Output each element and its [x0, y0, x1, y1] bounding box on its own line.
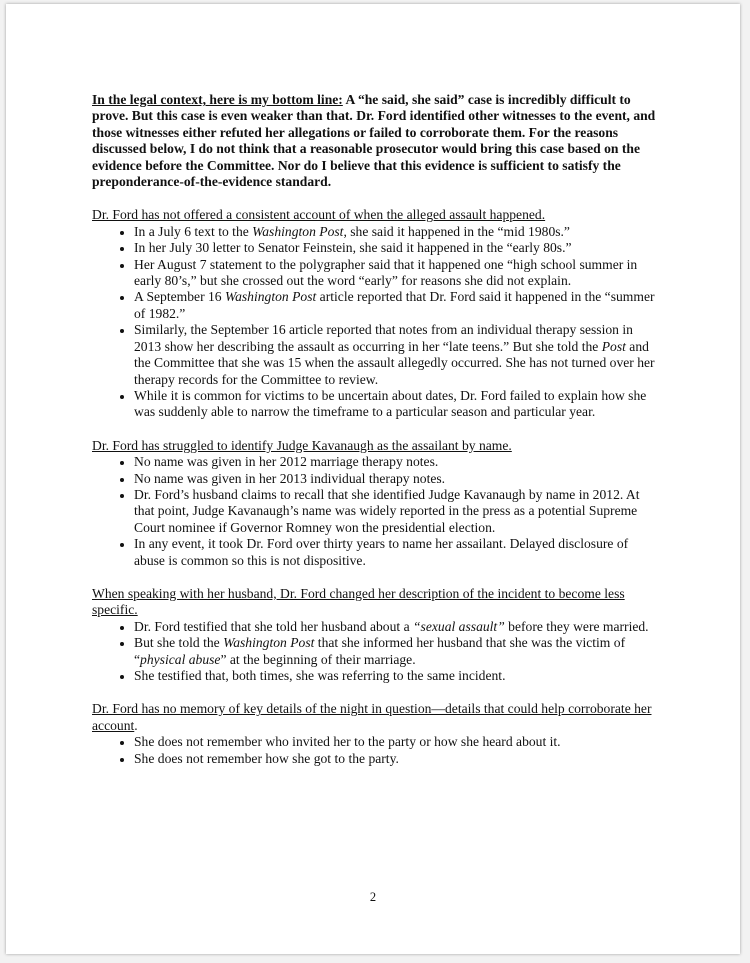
list-item: • In any event, it took Dr. Ford over thirty years to name her assailant. Delayed disclosure of abuse is common so this is not dispositive.	[134, 536, 660, 569]
section-heading: Dr. Ford has not offered a consistent account of when the alleged assault happened.	[92, 207, 546, 223]
document-page	[6, 4, 740, 954]
section-heading: Dr. Ford has no memory of key details of the night in question—details that could help corroborate her account.	[92, 701, 652, 733]
bullet-list	[92, 734, 660, 767]
page-number: 2	[369, 890, 377, 904]
list-item: • She does not remember how she got to the party.	[134, 751, 660, 767]
list-item: • No name was given in her 2013 individual therapy notes.	[134, 471, 660, 487]
bullet-list	[92, 454, 660, 569]
document-body	[92, 92, 660, 784]
list-item: • No name was given in her 2012 marriage therapy notes.	[134, 454, 660, 470]
bottom-line-text: A “he said, she said” case is incredibly difficult to prove. But this case is even weaker than that. Dr. Ford identified other witnesses to the event, and those witnesses either refuted her allegations or failed to corroborate them. For the reasons discussed below, I do not think that a reasonable prosecutor would bring this case based on the evidence before the Committee. Nor do I believe that this evidence is sufficient to satisfy the preponderance-of-the-evidence standard.	[92, 92, 656, 190]
bullet-list	[92, 224, 660, 421]
list-item: • Dr. Ford’s husband claims to recall that she identified Judge Kavanaugh by name in 2012. At that point, Judge Kavanaugh’s name was widely reported in the press as a potential Supreme Court nominee if Governor Romney won the presidential election.	[134, 487, 660, 536]
bullet-list	[92, 619, 660, 685]
section-description-change	[92, 586, 660, 684]
list-item: • Her August 7 statement to the polygrapher said that it happened one “high school summer in early 80’s,” but she crossed out the word “early” for reasons she did not explain.	[134, 257, 660, 290]
section-heading: When speaking with her husband, Dr. Ford changed her description of the incident to become less specific.	[92, 585, 625, 618]
list-item: • But she told the Washington Post that she informed her husband that she was the victim of “physical abuse” at the beginning of their marriage.	[134, 635, 660, 668]
list-item: • She does not remember who invited her to the party or how she heard about it.	[134, 734, 660, 750]
list-item: • She testified that, both times, she was referring to the same incident.	[134, 668, 660, 684]
section-heading: Dr. Ford has struggled to identify Judge Kavanaugh as the assailant by name.	[92, 437, 512, 453]
list-item: • Dr. Ford testified that she told her husband about a “sexual assault” before they were married.	[134, 619, 660, 635]
bottom-line-paragraph	[92, 92, 660, 190]
section-timing	[92, 207, 660, 420]
list-item: • A September 16 Washington Post article reported that Dr. Ford said it happened in the “summer of 1982.”	[134, 289, 660, 322]
bottom-line-lead: In the legal context, here is my bottom line:	[92, 92, 343, 107]
list-item: • In her July 30 letter to Senator Feinstein, she said it happened in the “early 80s.”	[134, 240, 660, 256]
list-item: • Similarly, the September 16 article reported that notes from an individual therapy session in 2013 show her describing the assault as occurring in her “late teens.” But she told the Post and the Committee that she was 15 when the assault allegedly occurred. She has not turned over her therapy records for the Committee to review.	[134, 322, 660, 388]
list-item: • In a July 6 text to the Washington Post, she said it happened in the “mid 1980s.”	[134, 224, 660, 240]
section-memory	[92, 701, 660, 767]
section-identification	[92, 438, 660, 569]
list-item: • While it is common for victims to be uncertain about dates, Dr. Ford failed to explain how she was suddenly able to narrow the timeframe to a particular season and particular year.	[134, 388, 660, 421]
